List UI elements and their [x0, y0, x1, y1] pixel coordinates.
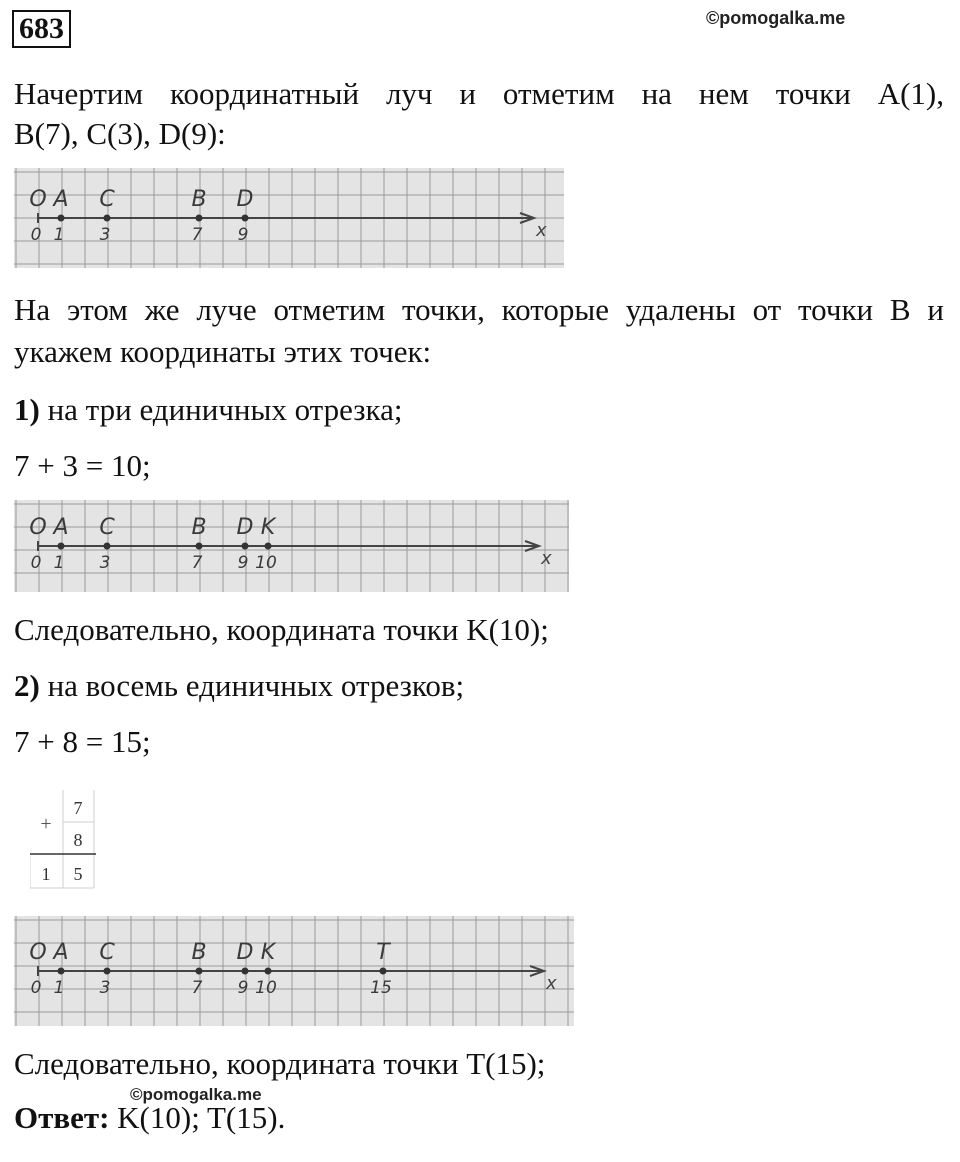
sum-tens: 1 — [41, 864, 51, 884]
point-value-b: 7 — [191, 978, 203, 998]
point-d — [242, 968, 249, 975]
point-t — [380, 968, 387, 975]
axis-label-x: x — [536, 220, 547, 241]
case-1-number: 1) — [14, 392, 40, 427]
case-1-heading — [14, 390, 944, 430]
watermark-top: ©pomogalka.me — [706, 8, 846, 28]
coordinate-ray-1 — [14, 168, 564, 268]
point-value-o: 0 — [30, 225, 42, 245]
point-c — [104, 215, 111, 222]
point-value-a: 1 — [53, 978, 65, 998]
answer-label: Ответ: — [14, 1100, 110, 1135]
case-2-calc: 7 + 8 = 15; — [14, 724, 151, 759]
point-value-o: 0 — [30, 978, 42, 998]
case-1-text: на три единичных отрезка; — [39, 392, 403, 427]
point-letter-o: O — [29, 187, 47, 212]
point-value-d: 9 — [237, 978, 249, 998]
watermark-bottom: ©pomogalka.me — [130, 1085, 262, 1104]
point-letter-d: D — [236, 515, 254, 540]
point-value-d: 9 — [237, 553, 249, 573]
point-letter-k: K — [260, 940, 276, 965]
ray-1-drawing — [14, 168, 564, 268]
point-value-d: 9 — [237, 225, 249, 245]
point-letter-a: A — [53, 515, 69, 540]
addend-top: 7 — [73, 798, 83, 818]
point-letter-c: C — [99, 187, 115, 212]
coordinate-ray-3 — [14, 916, 574, 1026]
task-number: 683 — [12, 10, 71, 48]
point-letter-b: B — [191, 515, 207, 540]
point-value-b: 7 — [191, 225, 203, 245]
point-k — [265, 543, 272, 550]
point-b — [196, 968, 203, 975]
point-letter-d: D — [236, 940, 254, 965]
column-addition — [30, 790, 96, 895]
point-value-c: 3 — [99, 225, 111, 245]
point-b — [196, 215, 203, 222]
point-value-o: 0 — [30, 553, 42, 573]
point-c — [104, 543, 111, 550]
case-2-number: 2) — [14, 668, 40, 703]
point-value-a: 1 — [53, 225, 65, 245]
ray-3-drawing — [14, 916, 574, 1026]
point-c — [104, 968, 111, 975]
intro-line-2: B(7), C(3), D(9): — [14, 116, 226, 151]
column-addition-grid — [30, 790, 96, 890]
case-1-result: Следовательно, координата точки K(10); — [14, 612, 549, 647]
ray-2-drawing — [14, 500, 569, 592]
para2-line-1: На этом же луче отметим точки, которые удалены от точки B и — [14, 292, 944, 327]
point-value-a: 1 — [53, 553, 65, 573]
point-a — [58, 968, 65, 975]
answer-text: K(10); T(15). — [109, 1100, 286, 1135]
point-letter-t: T — [376, 940, 390, 965]
sum-units: 5 — [73, 864, 83, 884]
case-2-heading — [14, 666, 944, 706]
point-letter-d: D — [236, 187, 254, 212]
plus-sign: + — [40, 813, 52, 835]
para2-line-2: укажем координаты этих точек: — [14, 334, 432, 369]
point-letter-a: A — [53, 940, 69, 965]
point-letter-k: K — [260, 515, 276, 540]
point-letter-c: C — [99, 515, 115, 540]
point-a — [58, 215, 65, 222]
point-value-t: 15 — [370, 978, 392, 998]
point-letter-b: B — [191, 187, 207, 212]
coordinate-ray-2 — [14, 500, 569, 592]
point-d — [242, 543, 249, 550]
point-value-c: 3 — [99, 553, 111, 573]
case-2-result: Следовательно, координата точки T(15); — [14, 1046, 546, 1081]
addend-bottom: 8 — [73, 830, 83, 850]
point-k — [265, 968, 272, 975]
point-value-k: 10 — [255, 978, 277, 998]
point-value-b: 7 — [191, 553, 203, 573]
point-d — [242, 215, 249, 222]
point-value-k: 10 — [255, 553, 277, 573]
point-a — [58, 543, 65, 550]
point-letter-o: O — [29, 515, 47, 540]
point-letter-c: C — [99, 940, 115, 965]
axis-label-x: x — [546, 973, 557, 994]
point-letter-a: A — [53, 187, 69, 212]
case-1-calc: 7 + 3 = 10; — [14, 448, 151, 483]
point-b — [196, 543, 203, 550]
point-letter-b: B — [191, 940, 207, 965]
axis-label-x: x — [541, 548, 552, 569]
answer-line — [14, 1098, 944, 1138]
case-2-text: на восемь единичных отрезков; — [39, 668, 465, 703]
intro-line-1: Начертим координатный луч и отметим на нем точки A(1), — [14, 76, 944, 111]
point-letter-o: O — [29, 940, 47, 965]
point-value-c: 3 — [99, 978, 111, 998]
